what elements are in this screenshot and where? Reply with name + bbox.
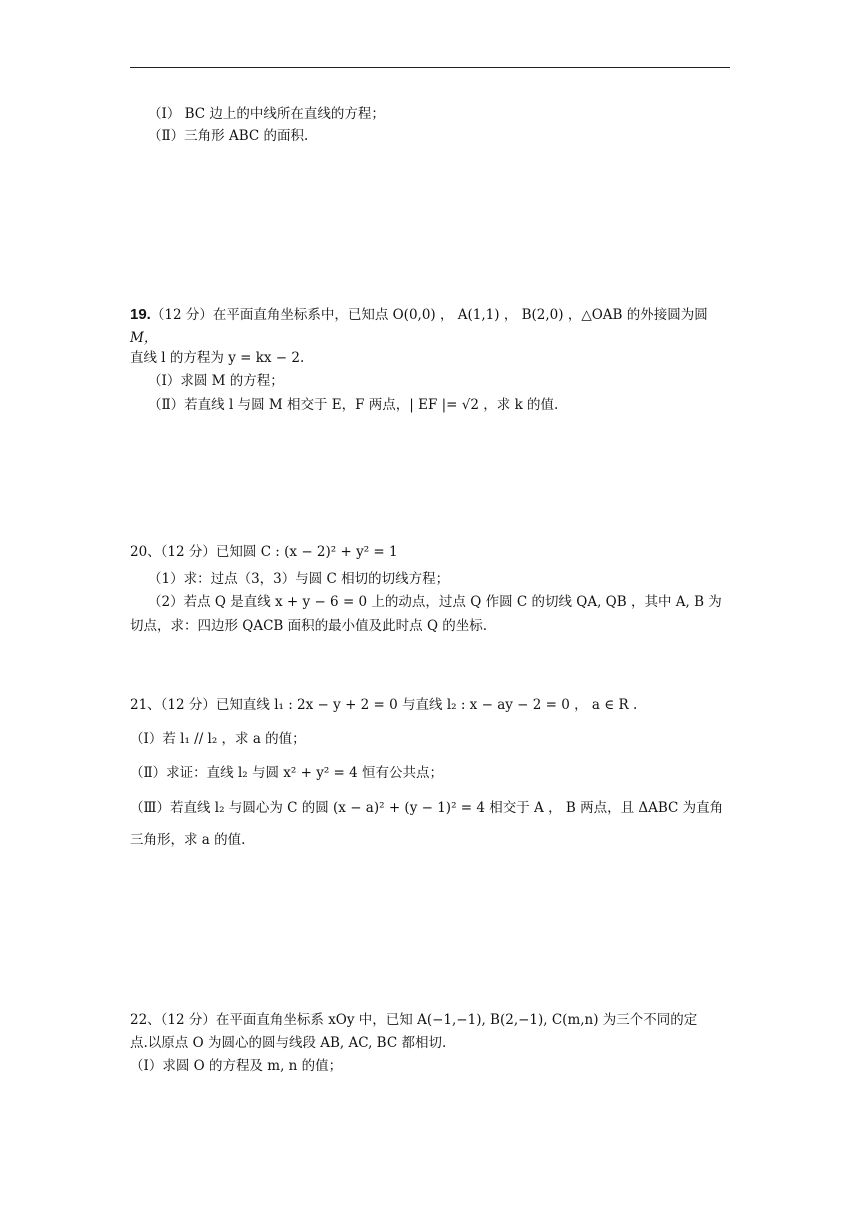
q21-stem: 21、（12 分）已知直线 l₁ : 2x − y + 2 = 0 与直线 l₂ : x − ay − 2 = 0 ， a ∈ R .: [130, 697, 638, 713]
q22-stem-cont: 点.以原点 O 为圆心的圆与线段 AB, AC, BC 都相切.: [130, 1035, 447, 1051]
q22-stem: 22、（12 分）在平面直角坐标系 xOy 中，已知 A(−1,−1), B(2,−1), C(m,n) 为三个不同的定: [130, 1012, 698, 1028]
q19-line-equation: 直线 l 的方程为 y = kx − 2.: [130, 350, 305, 366]
q20-stem: 20、（12 分）已知圆 C : (x − 2)² + y² = 1: [130, 544, 398, 560]
q19-part-1: （Ⅰ）求圆 M 的方程；: [148, 373, 284, 389]
q18-part-2: （Ⅱ）三角形 ABC 的面积.: [148, 128, 309, 144]
q20-part-2: （2）若点 Q 是直线 x + y − 6 = 0 上的动点，过点 Q 作圆 C 的切线 QA, QB ，其中 A, B 为: [148, 594, 722, 610]
q20-part-2-cont: 切点，求：四边形 QACB 面积的最小值及此时点 Q 的坐标.: [130, 618, 488, 634]
q21-part-1: （Ⅰ）若 l₁ // l₂ ，求 a 的值；: [130, 731, 306, 747]
q19-number: 19.: [130, 306, 151, 323]
q22-part-1: （Ⅰ）求圆 O 的方程及 m, n 的值；: [130, 1058, 343, 1074]
q19-part-2: （Ⅱ）若直线 l 与圆 M 相交于 E，F 两点，| EF |= √2 ，求 k 的值.: [148, 397, 559, 413]
header-rule: [130, 67, 730, 68]
q19-stem: （12 分）在平面直角坐标系中，已知点 O(0,0) ， A(1,1) ， B(2,0) ，△OAB 的外接圆为圆: [150, 307, 708, 323]
q19-stem-wrap: M，: [130, 330, 158, 346]
q21-part-3-cont: 三角形，求 a 的值.: [130, 832, 246, 848]
q19-first-line: [130, 306, 708, 324]
q18-part-1: （Ⅰ） BC 边上的中线所在直线的方程；: [148, 106, 385, 122]
q20-part-1: （1）求：过点（3，3）与圆 C 相切的切线方程；: [148, 571, 450, 587]
q21-part-3: （Ⅲ）若直线 l₂ 与圆心为 C 的圆 (x − a)² + (y − 1)² = 4 相交于 A ， B 两点，且 ΔABC 为直角: [130, 800, 724, 816]
q21-part-2: （Ⅱ）求证：直线 l₂ 与圆 x² + y² = 4 恒有公共点；: [130, 765, 444, 781]
